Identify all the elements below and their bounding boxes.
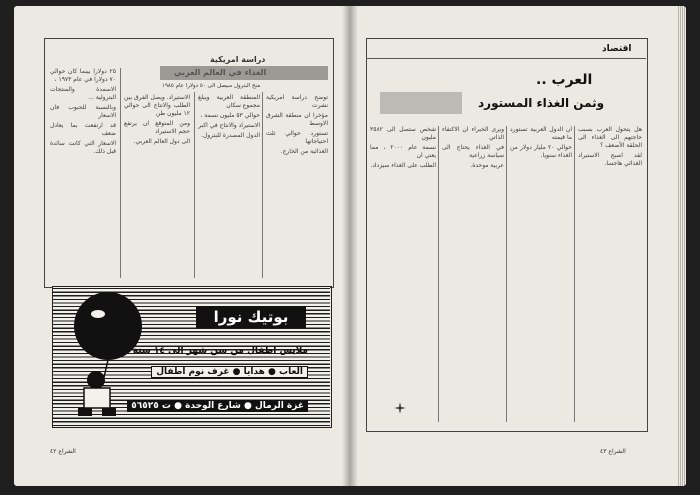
paragraph: حوالي ٥٣ مليون نسمة ،: [200, 112, 260, 119]
article-column-3: [198, 94, 260, 278]
paragraph: نسمة عام ٢٠٠٠ ، مما يعني ان: [370, 144, 436, 159]
page-edge-stack: [678, 6, 686, 486]
column-divider: [194, 92, 195, 278]
article-column-1: [578, 126, 642, 422]
paragraph: ٢٥ دولارا بينما كان حوالي ٧٠ دولارا في عام ١٩٧٣ ،: [50, 68, 116, 83]
ornament-icon: [394, 402, 406, 414]
paragraph: هل يتحول العرب بسبب حاجتهم الى الغذاء الى الحلقة الأضعف ؟: [578, 126, 642, 149]
column-divider: [506, 126, 507, 422]
paragraph: وبالنسبة للحبوب فان الاسعار: [50, 104, 116, 119]
section-label-right: اقتصاد: [602, 44, 632, 54]
paragraph: الاستيراد والانتاج في اكبر: [198, 122, 260, 129]
column-divider: [574, 126, 575, 422]
banner-title: الغذاء في العالم العربي: [174, 68, 267, 77]
paragraph: المنطقة العربية ويبلغ مجموع سكان: [198, 94, 260, 109]
column-divider: [438, 126, 439, 422]
headline-primary: العرب ..: [536, 72, 593, 88]
left-page: [14, 6, 350, 486]
page-number-right: الشراع ٤٣: [600, 448, 626, 455]
column-divider: [120, 68, 121, 278]
paragraph: لقد اصبح الاستيراد الغذائي هاجسا.: [578, 152, 642, 167]
column-divider: [262, 92, 263, 278]
paragraph: الاسعار التي كانت سائدة قبل ذلك.: [50, 140, 116, 155]
paragraph: شخص ستصل الى ٣٥٨٢ مليون: [370, 126, 436, 141]
paragraph: الطلب على الغذاء سيزداد.: [370, 162, 436, 169]
page-number-left: الشراع ٤٢: [50, 448, 76, 455]
ad-line-categories: العاب ● هدايا ● غرف نوم اطفال: [151, 366, 308, 378]
right-page: [350, 6, 686, 486]
paragraph: الى دول العالم العربي.: [133, 138, 190, 145]
paragraph: توضح دراسة امريكية نشرت: [266, 94, 328, 109]
article-column-2: [510, 126, 572, 422]
article-column-4: [370, 126, 436, 422]
paragraph: ويرى الخبراء ان الاكتفاء الذاتي: [442, 126, 504, 141]
book-gutter: [342, 6, 358, 486]
paragraph: الغذائية من الخارج.: [280, 148, 328, 155]
paragraph: الاسمدة والمنتجات البترولية ...: [50, 86, 116, 101]
paragraph: قد ارتفعت بما يعادل ضعف: [50, 122, 116, 137]
headline-shade: [380, 92, 462, 114]
paragraph: ان الدول العربية تستورد ما قيمته: [510, 126, 572, 141]
paragraph: الاستيراد. ويصل الفرق بين الطلب والانتاج الى حوالي ١٢ مليون طن: [124, 94, 190, 117]
paragraph: عربية موحدة.: [470, 162, 504, 169]
ad-title: بوتيك نورا: [196, 306, 306, 328]
paragraph: حوالي ٢٠ مليار دولار من الغذاء سنويا.: [510, 144, 572, 159]
ad-line-address: غزة الرمال ● شارع الوحدة ● ت ٥٦٥٢٥: [127, 400, 308, 412]
article-column-1: [50, 68, 116, 278]
header-rule: [366, 58, 646, 59]
paragraph: ومن المتوقع ان يرتفع حجم الاستيراد: [124, 120, 190, 135]
paragraph: في الغذاء يحتاج الى سياسة زراعية: [442, 144, 504, 159]
headline-secondary: وثمن الغذاء المستورد: [478, 96, 605, 110]
paragraph: مؤخرا ان منطقة الشرق الاوسط: [266, 112, 328, 127]
paragraph: الدول المصدرة للبترول.: [201, 132, 260, 139]
article-column-4: [266, 94, 328, 278]
paragraph: تستورد حوالي ثلث احتياجاتها: [266, 130, 328, 145]
ad-line-products: ملابس اطفال من سن شهر الى ١٤ سنة: [132, 346, 308, 356]
article-column-2: [124, 94, 190, 278]
article-subtitle: منح البترول سيصل الى ٥٠ دولارا عام ١٩٨٥: [162, 83, 261, 89]
section-label-left: دراسة امريكية: [210, 55, 266, 64]
article-column-3: [442, 126, 504, 422]
